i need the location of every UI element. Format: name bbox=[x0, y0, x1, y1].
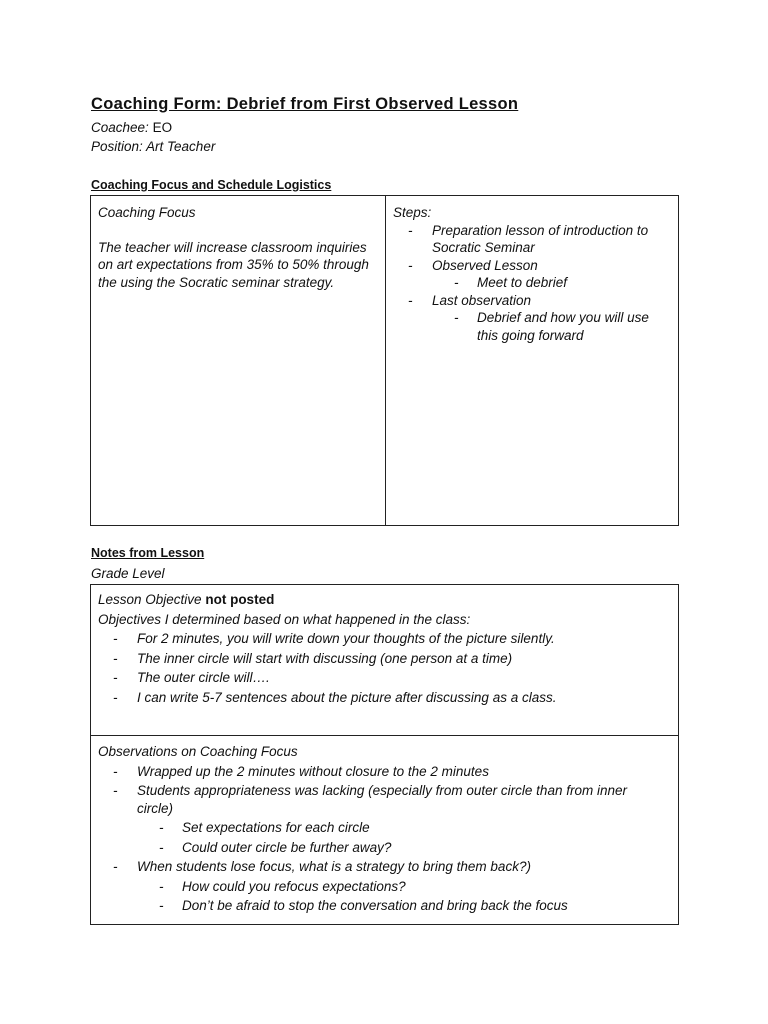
list-item: - Students appropriateness was lacking (especially from outer circle than from inner circle) bbox=[98, 782, 671, 817]
observations-section bbox=[91, 736, 678, 924]
coachee-value: EO bbox=[152, 120, 173, 135]
list-item: - Meet to debrief bbox=[393, 274, 671, 292]
position-line bbox=[91, 139, 215, 154]
list-item: - Set expectations for each circle bbox=[98, 819, 671, 837]
position-value: Art Teacher bbox=[146, 139, 216, 154]
observations-list bbox=[98, 763, 671, 915]
list-item: - Observed Lesson bbox=[393, 257, 671, 275]
objective-status: not posted bbox=[205, 592, 275, 607]
objective-line bbox=[98, 591, 671, 609]
list-item: - For 2 minutes, you will write down your thoughts of the picture silently. bbox=[98, 630, 671, 648]
objective-list bbox=[98, 630, 671, 706]
coaching-focus-cell bbox=[91, 196, 386, 525]
objective-label: Lesson Objective bbox=[98, 592, 202, 607]
list-item: - How could you refocus expectations? bbox=[98, 878, 671, 896]
list-item: - Wrapped up the 2 minutes without closure to the 2 minutes bbox=[98, 763, 671, 781]
coachee-label: Coachee: bbox=[91, 120, 149, 135]
steps-heading: Steps: bbox=[393, 205, 432, 220]
document-title: Coaching Form: Debrief from First Observed Lesson bbox=[91, 95, 519, 113]
coachee-line bbox=[91, 120, 172, 135]
objective-intro: Objectives I determined based on what happened in the class: bbox=[98, 611, 471, 627]
list-item: - Don’t be afraid to stop the conversation and bring back the focus bbox=[98, 897, 671, 915]
list-item: - When students lose focus, what is a strategy to bring them back?) bbox=[98, 858, 671, 876]
coaching-focus-heading: Coaching Focus bbox=[98, 205, 196, 220]
notes-table bbox=[90, 584, 679, 925]
focus-table bbox=[90, 195, 679, 526]
steps-cell bbox=[386, 196, 678, 525]
observations-heading: Observations on Coaching Focus bbox=[98, 744, 298, 759]
list-item: - I can write 5-7 sentences about the picture after discussing as a class. bbox=[98, 689, 671, 707]
position-label: Position: bbox=[91, 139, 143, 154]
list-item: - Debrief and how you will use this going forward bbox=[393, 309, 671, 344]
coaching-focus-text: The teacher will increase classroom inquiries on art expectations from 35% to 50% through the using the Socratic seminar strategy. bbox=[98, 239, 369, 290]
list-item: - The outer circle will…. bbox=[98, 669, 671, 687]
section-heading-notes: Notes from Lesson bbox=[91, 546, 205, 560]
grade-level-label: Grade Level bbox=[91, 566, 165, 581]
list-item: - Could outer circle be further away? bbox=[98, 839, 671, 857]
list-item: - Last observation bbox=[393, 292, 671, 310]
list-item: - Preparation lesson of introduction to Socratic Seminar bbox=[393, 222, 671, 257]
section-heading-focus: Coaching Focus and Schedule Logistics bbox=[91, 178, 332, 192]
objective-section bbox=[91, 585, 678, 736]
steps-list bbox=[393, 222, 671, 345]
list-item: - The inner circle will start with discussing (one person at a time) bbox=[98, 650, 671, 668]
